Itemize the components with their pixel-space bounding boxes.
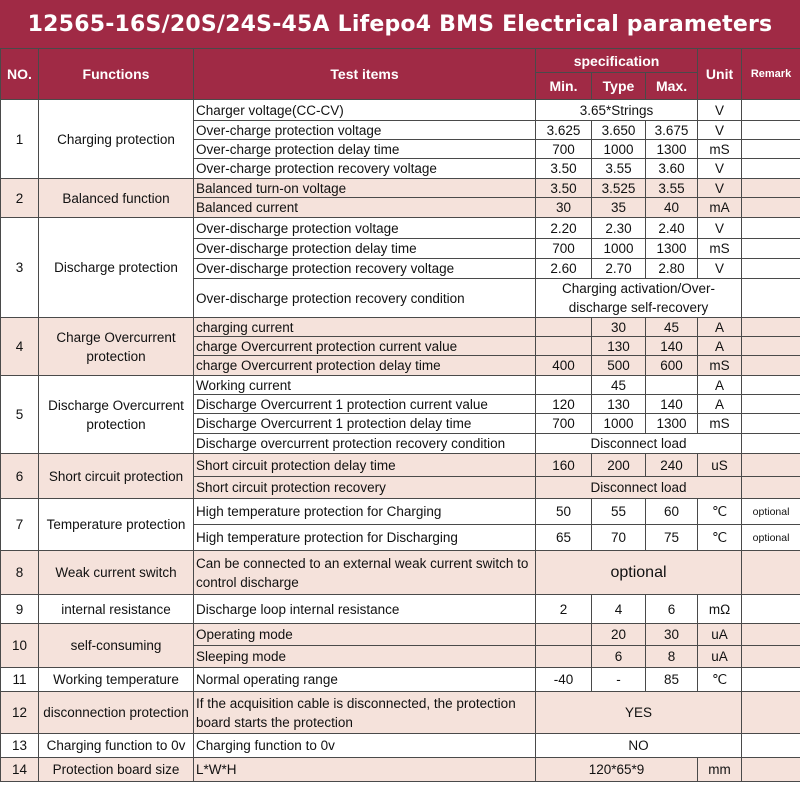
table-row — [1, 376, 800, 395]
spec-max: 8 — [646, 646, 698, 668]
row-number: 11 — [1, 668, 39, 692]
table-row — [1, 668, 800, 692]
unit-cell: uA — [698, 624, 742, 646]
spec-merged-value: Charging activation/Over-discharge self-recovery — [536, 279, 742, 318]
header-functions: Functions — [39, 49, 194, 100]
function-name: Discharge Overcurrent protection — [39, 376, 194, 454]
spec-max: 140 — [646, 395, 698, 414]
table-row — [1, 499, 800, 525]
remark-cell — [742, 454, 800, 477]
test-item: charging current — [194, 318, 536, 337]
row-number: 12 — [1, 692, 39, 734]
table-row — [1, 734, 800, 758]
remark-cell — [742, 318, 800, 337]
unit-cell: A — [698, 337, 742, 356]
function-name: Working temperature — [39, 668, 194, 692]
row-number: 1 — [1, 100, 39, 179]
remark-cell — [742, 159, 800, 179]
header-test-items: Test items — [194, 49, 536, 100]
spec-merged-value: Disconnect load — [536, 434, 742, 454]
spec-min: 30 — [536, 198, 592, 218]
spec-type: 2.30 — [592, 218, 646, 239]
function-name: self-consuming — [39, 624, 194, 668]
row-number: 3 — [1, 218, 39, 318]
test-item: Over-charge protection voltage — [194, 121, 536, 140]
spec-merged-value: YES — [536, 692, 742, 734]
remark-cell — [742, 356, 800, 376]
document-title: 12565-16S/20S/24S-45A Lifepo4 BMS Electrical parameters — [0, 0, 800, 48]
spec-type: 130 — [592, 395, 646, 414]
function-name: Weak current switch — [39, 551, 194, 595]
unit-cell: V — [698, 121, 742, 140]
function-name: Protection board size — [39, 758, 194, 782]
spec-min: 3.50 — [536, 159, 592, 179]
spec-type: 30 — [592, 318, 646, 337]
test-item: Over-discharge protection recovery voltage — [194, 259, 536, 279]
spec-max: 1300 — [646, 239, 698, 259]
spec-type: - — [592, 668, 646, 692]
test-item: Working current — [194, 376, 536, 395]
remark-cell — [742, 551, 800, 595]
table-row — [1, 454, 800, 477]
remark-cell — [742, 395, 800, 414]
spec-max: 2.80 — [646, 259, 698, 279]
spec-type: 3.525 — [592, 179, 646, 198]
spec-min — [536, 646, 592, 668]
remark-cell — [742, 434, 800, 454]
test-item: Discharge overcurrent protection recovery condition — [194, 434, 536, 454]
spec-type: 2.70 — [592, 259, 646, 279]
test-item: charge Overcurrent protection current value — [194, 337, 536, 356]
remark-cell: optional — [742, 499, 800, 525]
remark-cell — [742, 121, 800, 140]
test-item: High temperature protection for Charging — [194, 499, 536, 525]
test-item: Sleeping mode — [194, 646, 536, 668]
remark-cell — [742, 179, 800, 198]
spec-min: 2 — [536, 595, 592, 624]
spec-type: 130 — [592, 337, 646, 356]
unit-cell: uS — [698, 454, 742, 477]
test-item: Discharge loop internal resistance — [194, 595, 536, 624]
spec-min — [536, 376, 592, 395]
spec-min: 50 — [536, 499, 592, 525]
remark-cell — [742, 414, 800, 434]
table-row — [1, 218, 800, 239]
spec-max: 75 — [646, 525, 698, 551]
spec-type: 200 — [592, 454, 646, 477]
spec-min: 3.625 — [536, 121, 592, 140]
unit-cell: uA — [698, 646, 742, 668]
remark-cell — [742, 758, 800, 782]
test-item: Can be connected to an external weak current switch to control discharge — [194, 551, 536, 595]
test-item: Balanced turn-on voltage — [194, 179, 536, 198]
unit-cell: A — [698, 318, 742, 337]
test-item: If the acquisition cable is disconnected, the protection board starts the protection — [194, 692, 536, 734]
remark-cell — [742, 198, 800, 218]
row-number: 14 — [1, 758, 39, 782]
spec-min: 2.20 — [536, 218, 592, 239]
spec-type: 55 — [592, 499, 646, 525]
test-item: Over-discharge protection voltage — [194, 218, 536, 239]
test-item: Charger voltage(CC-CV) — [194, 100, 536, 121]
table-row — [1, 100, 800, 121]
function-name: Charge Overcurrent protection — [39, 318, 194, 376]
unit-cell: V — [698, 159, 742, 179]
remark-cell — [742, 100, 800, 121]
header-remark: Remark — [742, 49, 800, 100]
spec-merged-value: Disconnect load — [536, 477, 742, 499]
spec-type: 45 — [592, 376, 646, 395]
spec-max: 60 — [646, 499, 698, 525]
function-name: Balanced function — [39, 179, 194, 218]
spec-min — [536, 624, 592, 646]
row-number: 7 — [1, 499, 39, 551]
spec-max: 240 — [646, 454, 698, 477]
unit-cell: mS — [698, 356, 742, 376]
unit-cell: mS — [698, 140, 742, 159]
row-number: 9 — [1, 595, 39, 624]
spec-min: 700 — [536, 239, 592, 259]
test-item: Discharge Overcurrent 1 protection current value — [194, 395, 536, 414]
parameters-table — [0, 48, 800, 782]
row-number: 6 — [1, 454, 39, 499]
unit-cell: mA — [698, 198, 742, 218]
function-name: disconnection protection — [39, 692, 194, 734]
spec-max: 85 — [646, 668, 698, 692]
table-row — [1, 692, 800, 734]
test-item: Discharge Overcurrent 1 protection delay time — [194, 414, 536, 434]
header-max: Max. — [646, 73, 698, 100]
remark-cell — [742, 734, 800, 758]
function-name: Temperature protection — [39, 499, 194, 551]
unit-cell: mΩ — [698, 595, 742, 624]
unit-cell: ℃ — [698, 525, 742, 551]
spec-min: 2.60 — [536, 259, 592, 279]
row-number: 2 — [1, 179, 39, 218]
function-name: Charging function to 0v — [39, 734, 194, 758]
spec-min: 700 — [536, 414, 592, 434]
spec-max: 3.60 — [646, 159, 698, 179]
test-item: Over-discharge protection recovery condition — [194, 279, 536, 318]
spec-max: 45 — [646, 318, 698, 337]
header-specification: specification — [536, 49, 698, 73]
remark-cell — [742, 692, 800, 734]
table-row — [1, 624, 800, 646]
row-number: 13 — [1, 734, 39, 758]
test-item: Over-charge protection delay time — [194, 140, 536, 159]
test-item: Over-discharge protection delay time — [194, 239, 536, 259]
table-body — [1, 100, 800, 782]
remark-cell: optional — [742, 525, 800, 551]
spec-type: 3.650 — [592, 121, 646, 140]
spec-min: 120 — [536, 395, 592, 414]
function-name: Discharge protection — [39, 218, 194, 318]
test-item: Operating mode — [194, 624, 536, 646]
test-item: High temperature protection for Discharging — [194, 525, 536, 551]
table-row — [1, 551, 800, 595]
table-row — [1, 758, 800, 782]
spec-min: 65 — [536, 525, 592, 551]
header-type: Type — [592, 73, 646, 100]
spec-merged-value: 120*65*9 — [536, 758, 698, 782]
spec-merged-value: NO — [536, 734, 742, 758]
spec-min: 160 — [536, 454, 592, 477]
header-unit: Unit — [698, 49, 742, 100]
test-item: Short circuit protection recovery — [194, 477, 536, 499]
unit-cell: V — [698, 100, 742, 121]
unit-cell: A — [698, 376, 742, 395]
remark-cell — [742, 239, 800, 259]
spec-max: 600 — [646, 356, 698, 376]
unit-cell: V — [698, 218, 742, 239]
header-no: NO. — [1, 49, 39, 100]
spec-max: 6 — [646, 595, 698, 624]
spec-type: 3.55 — [592, 159, 646, 179]
unit-cell: mS — [698, 239, 742, 259]
spec-type: 500 — [592, 356, 646, 376]
row-number: 10 — [1, 624, 39, 668]
spec-max: 2.40 — [646, 218, 698, 239]
spec-max — [646, 376, 698, 395]
remark-cell — [742, 624, 800, 646]
spec-max: 140 — [646, 337, 698, 356]
spec-merged-value: optional — [536, 551, 742, 595]
test-item: Short circuit protection delay time — [194, 454, 536, 477]
spec-type: 1000 — [592, 140, 646, 159]
test-item: L*W*H — [194, 758, 536, 782]
test-item: charge Overcurrent protection delay time — [194, 356, 536, 376]
remark-cell — [742, 477, 800, 499]
row-number: 5 — [1, 376, 39, 454]
test-item: Charging function to 0v — [194, 734, 536, 758]
spec-min: 3.50 — [536, 179, 592, 198]
spec-min: 400 — [536, 356, 592, 376]
test-item: Balanced current — [194, 198, 536, 218]
remark-cell — [742, 218, 800, 239]
unit-cell: mm — [698, 758, 742, 782]
remark-cell — [742, 646, 800, 668]
function-name: internal resistance — [39, 595, 194, 624]
spec-type: 4 — [592, 595, 646, 624]
spec-max: 3.55 — [646, 179, 698, 198]
unit-cell: A — [698, 395, 742, 414]
header-min: Min. — [536, 73, 592, 100]
spec-max: 1300 — [646, 414, 698, 434]
spec-min — [536, 318, 592, 337]
remark-cell — [742, 376, 800, 395]
spec-type: 70 — [592, 525, 646, 551]
remark-cell — [742, 279, 800, 318]
row-number: 8 — [1, 551, 39, 595]
unit-cell: ℃ — [698, 499, 742, 525]
unit-cell: ℃ — [698, 668, 742, 692]
spec-type: 1000 — [592, 239, 646, 259]
test-item: Normal operating range — [194, 668, 536, 692]
spec-max: 30 — [646, 624, 698, 646]
spec-type: 35 — [592, 198, 646, 218]
row-number: 4 — [1, 318, 39, 376]
spec-max: 3.675 — [646, 121, 698, 140]
table-row — [1, 179, 800, 198]
table-row — [1, 318, 800, 337]
remark-cell — [742, 595, 800, 624]
spec-max: 40 — [646, 198, 698, 218]
function-name: Short circuit protection — [39, 454, 194, 499]
spec-type: 6 — [592, 646, 646, 668]
spec-min: 700 — [536, 140, 592, 159]
spec-type: 1000 — [592, 414, 646, 434]
spec-max: 1300 — [646, 140, 698, 159]
remark-cell — [742, 337, 800, 356]
function-name: Charging protection — [39, 100, 194, 179]
test-item: Over-charge protection recovery voltage — [194, 159, 536, 179]
unit-cell: mS — [698, 414, 742, 434]
spec-type: 20 — [592, 624, 646, 646]
remark-cell — [742, 140, 800, 159]
spec-merged-value: 3.65*Strings — [536, 100, 698, 121]
spec-min — [536, 337, 592, 356]
unit-cell: V — [698, 259, 742, 279]
unit-cell: V — [698, 179, 742, 198]
spec-min: -40 — [536, 668, 592, 692]
remark-cell — [742, 668, 800, 692]
remark-cell — [742, 259, 800, 279]
table-row — [1, 595, 800, 624]
